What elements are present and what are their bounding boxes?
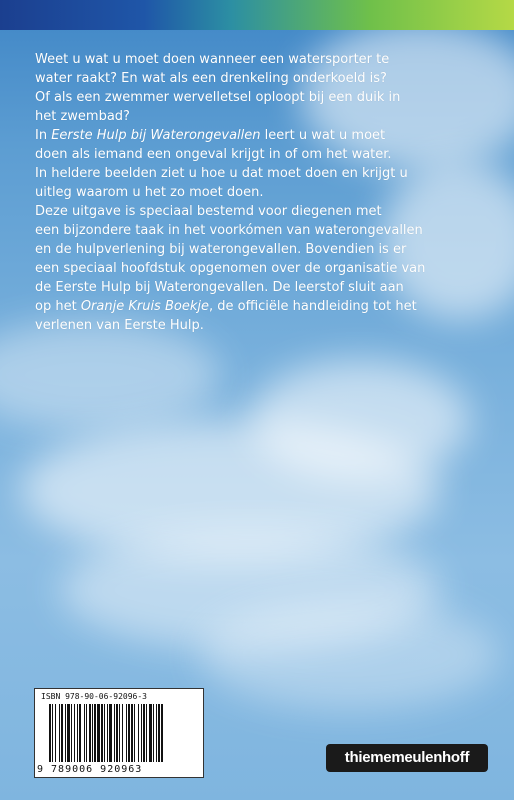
blurb-text-run: doen als iemand een ongeval krijgt in of om het water. [35, 147, 392, 162]
barcode-bar [74, 704, 75, 762]
blurb-line [35, 240, 490, 259]
cloud [250, 360, 470, 480]
blurb-italic-title: Oranje Kruis Boekje [80, 299, 209, 314]
blurb-line [35, 183, 490, 202]
blurb-italic-title: Eerste Hulp bij Waterongevallen [51, 128, 261, 143]
barcode-bar [126, 704, 127, 762]
blurb-text-run: op het [35, 299, 81, 314]
blurb-line [35, 126, 490, 145]
isbn-barcode-box [34, 688, 204, 778]
barcode-bar [138, 704, 139, 762]
blurb-text-run: Weet u wat u moet doen wanneer een watersporter te [35, 52, 390, 67]
blurb-line [35, 50, 490, 69]
cloud [0, 320, 220, 430]
blurb-text-run: In [35, 128, 52, 143]
barcode-bar [94, 704, 96, 762]
blurb-line [35, 145, 490, 164]
blurb-text-run: een speciaal hoofdstuk opgenomen over de organisatie van [35, 261, 426, 276]
barcode-bar [92, 704, 93, 762]
barcode-bar [161, 704, 163, 762]
barcode-bar [141, 704, 142, 762]
blurb-text-run: water raakt? En wat als een drenkeling onderkoeld is? [35, 71, 387, 86]
blurb-line [35, 297, 490, 316]
barcode-bar [101, 704, 103, 762]
barcode-bar [61, 704, 63, 762]
blurb-line [35, 278, 490, 297]
barcode-bar [131, 704, 133, 762]
publisher-logo: thiememeulenhoff [326, 744, 488, 772]
blurb-text-run: en de hulpverlening bij waterongevallen. Bovendien is er [35, 242, 407, 257]
barcode-bar [134, 704, 135, 762]
barcode-bar [158, 704, 160, 762]
blurb-text-run: In heldere beelden ziet u hoe u dat moet doen en krijgt u [35, 166, 408, 181]
barcode-bar [128, 704, 130, 762]
blurb-line [35, 316, 490, 335]
barcode-icon [49, 704, 195, 762]
barcode-bar [65, 704, 66, 762]
barcode-bar [119, 704, 120, 762]
barcode-bar [114, 704, 115, 762]
barcode-bar [153, 704, 154, 762]
barcode-bar [149, 704, 152, 762]
barcode-bar [79, 704, 81, 762]
barcode-bar [89, 704, 91, 762]
barcode-bar [116, 704, 118, 762]
barcode-bar [156, 704, 157, 762]
blurb-text-run: de Eerste Hulp bij Waterongevallen. De leerstof sluit aan [35, 280, 404, 295]
barcode-bar [146, 704, 147, 762]
barcode-bar [86, 704, 87, 762]
blurb-line [35, 221, 490, 240]
blurb-text-run: Deze uitgave is speciaal bestemd voor diegenen met [35, 204, 382, 219]
blurb-text-run: uitleg waarom u het zo moet doen. [35, 185, 264, 200]
barcode-bar [84, 704, 85, 762]
blurb-text-run: een bijzondere taak in het voorkómen van waterongevallen [35, 223, 423, 238]
top-color-band [0, 0, 514, 30]
barcode-bar [52, 704, 53, 762]
blurb-line [35, 259, 490, 278]
barcode-bar [77, 704, 78, 762]
blurb-line [35, 88, 490, 107]
barcode-bar [55, 704, 56, 762]
blurb-text-run: verlenen van Eerste Hulp. [35, 318, 204, 333]
blurb-line [35, 202, 490, 221]
blurb-line [35, 107, 490, 126]
barcode-bar [67, 704, 70, 762]
blurb-text-run: leert u wat u moet [260, 128, 386, 143]
barcode-bar [49, 704, 51, 762]
barcode-bar [71, 704, 72, 762]
barcode-bar [97, 704, 100, 762]
barcode-digits: 9 789006 920963 [37, 764, 143, 775]
cover-blurb-text [35, 50, 490, 335]
barcode-bar [59, 704, 60, 762]
barcode-bar [143, 704, 145, 762]
blurb-text-run: Of als een zwemmer wervelletsel oploopt bij een duik in [35, 90, 401, 105]
blurb-line [35, 164, 490, 183]
barcode-bar [104, 704, 105, 762]
cloud [200, 600, 500, 710]
isbn-label: ISBN 978-90-06-92096-3 [41, 692, 147, 701]
blurb-text-run: het zwembad? [35, 109, 130, 124]
barcode-bar [107, 704, 108, 762]
blurb-line [35, 69, 490, 88]
barcode-bar [109, 704, 112, 762]
blurb-text-run: , de officiële handleiding tot het [208, 299, 417, 314]
barcode-bar [122, 704, 123, 762]
